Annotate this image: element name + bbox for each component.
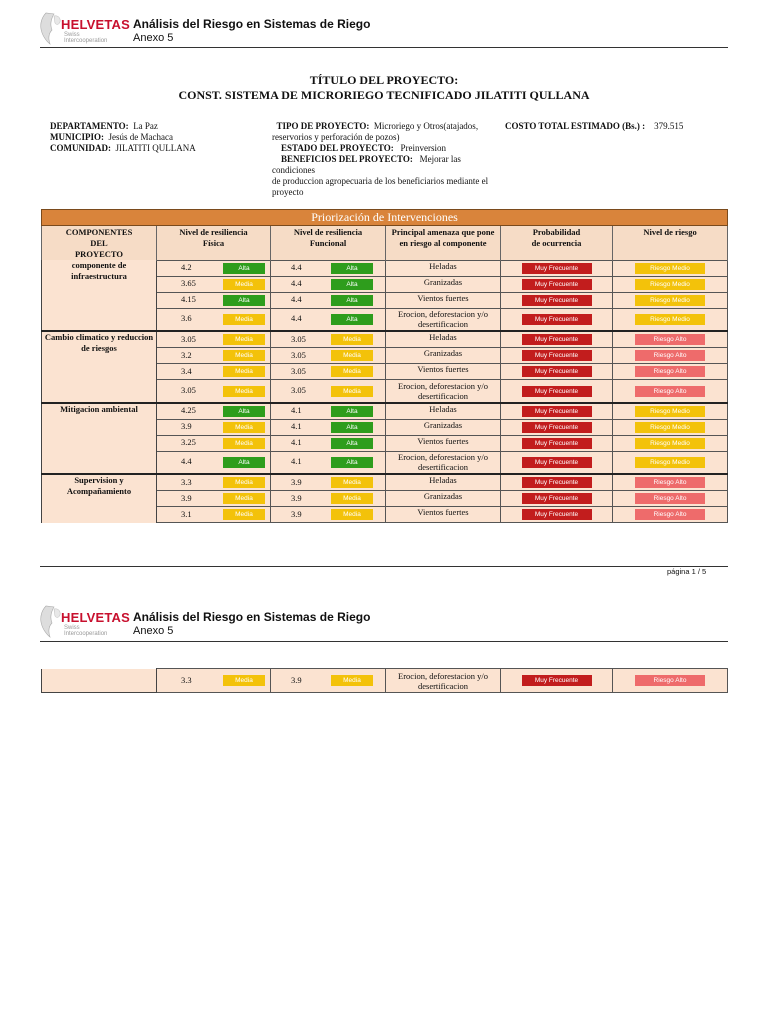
brand-name: HELVETAS — [61, 17, 131, 32]
resiliencia-funcional-cell — [271, 507, 386, 523]
nivel-riesgo-cell — [613, 348, 728, 364]
funcional-value: 3.05 — [291, 333, 306, 344]
fisica-level-badge: Media — [223, 314, 265, 325]
amenaza-text: Vientos fuertes — [417, 507, 469, 517]
funcional-value: 4.1 — [291, 421, 302, 432]
fisica-level-badge: Media — [223, 386, 265, 397]
amenaza-text: Erocion, deforestacion y/o — [398, 452, 488, 463]
probabilidad-badge: Muy Frecuente — [522, 386, 592, 397]
funcional-value: 4.1 — [291, 456, 302, 467]
probabilidad-cell — [501, 451, 613, 474]
amenaza-cell — [386, 419, 501, 435]
probabilidad-badge: Muy Frecuente — [522, 477, 592, 488]
amenaza-text: desertificacion — [417, 319, 469, 330]
amenaza-cell — [386, 474, 501, 491]
helvetas-logo — [38, 604, 131, 640]
resiliencia-funcional-cell — [271, 331, 386, 348]
probabilidad-badge: Muy Frecuente — [522, 279, 592, 290]
amenaza-text: desertificacion — [417, 680, 469, 691]
nivel-riesgo-badge: Riesgo Medio — [635, 406, 705, 417]
funcional-value: 4.1 — [291, 405, 302, 416]
amenaza-text: desertificacion — [417, 390, 469, 401]
fisica-value: 3.05 — [181, 384, 196, 395]
nivel-riesgo-cell — [613, 419, 728, 435]
amenaza-text: Heladas — [429, 260, 457, 271]
funcional-level-badge: Media — [331, 509, 373, 520]
nivel-riesgo-cell — [613, 331, 728, 348]
table-row — [42, 331, 728, 348]
resiliencia-fisica-cell — [157, 435, 271, 451]
probabilidad-cell — [501, 403, 613, 420]
amenaza-text: desertificacion — [417, 462, 469, 473]
comunidad-label: COMUNIDAD: — [50, 143, 111, 153]
table-title: Priorización de Intervenciones — [42, 210, 728, 226]
probabilidad-cell — [501, 308, 613, 331]
nivel-riesgo-cell — [613, 292, 728, 308]
nivel-riesgo-badge: Riesgo Medio — [635, 263, 705, 274]
amenaza-text: Vientos fuertes — [417, 292, 469, 303]
probabilidad-cell — [501, 292, 613, 308]
funcional-value: 4.4 — [291, 313, 302, 324]
beneficios-value-1: Mejorar las condiciones — [272, 154, 461, 175]
costo-label: COSTO TOTAL ESTIMADO (Bs.) : — [505, 121, 646, 131]
header-resiliencia-funcional: Nivel de resiliencia Funcional — [271, 226, 386, 261]
amenaza-cell — [386, 260, 501, 276]
probabilidad-badge: Muy Frecuente — [522, 422, 592, 433]
funcional-level-badge: Media — [331, 675, 373, 686]
probabilidad-badge: Muy Frecuente — [522, 675, 592, 686]
funcional-level-badge: Alta — [331, 279, 373, 290]
amenaza-text: Granizadas — [423, 276, 463, 287]
fisica-value: 4.25 — [181, 405, 196, 416]
fisica-value: 3.2 — [181, 349, 192, 360]
nivel-riesgo-cell — [613, 491, 728, 507]
funcional-value: 4.4 — [291, 278, 302, 289]
nivel-riesgo-cell — [613, 276, 728, 292]
municipio-label: MUNICIPIO: — [50, 132, 104, 142]
probabilidad-cell — [501, 276, 613, 292]
page-header — [38, 11, 728, 51]
amenaza-cell — [386, 292, 501, 308]
component-name — [42, 669, 157, 693]
funcional-value: 4.1 — [291, 437, 302, 448]
estado-label: ESTADO DEL PROYECTO: — [281, 143, 394, 153]
component-name: Cambio climatico y reduccion de riesgos — [42, 331, 157, 403]
footer-divider — [40, 566, 728, 567]
nivel-riesgo-cell — [613, 364, 728, 380]
fisica-level-badge: Media — [223, 675, 265, 686]
resiliencia-funcional-cell — [271, 403, 386, 420]
fisica-level-badge: Media — [223, 350, 265, 361]
project-name: CONST. SISTEMA DE MICRORIEGO TECNIFICADO JILATITI QULLANA — [178, 88, 590, 102]
funcional-level-badge: Alta — [331, 406, 373, 417]
table-row — [42, 474, 728, 491]
resiliencia-funcional-cell — [271, 292, 386, 308]
resiliencia-fisica-cell — [157, 380, 271, 403]
probabilidad-cell — [501, 474, 613, 491]
funcional-level-badge: Alta — [331, 295, 373, 306]
amenaza-text: Heladas — [429, 475, 457, 485]
resiliencia-fisica-cell — [157, 276, 271, 292]
cost-info — [505, 121, 725, 132]
fisica-level-badge: Media — [223, 477, 265, 488]
project-details — [272, 121, 502, 198]
resiliencia-funcional-cell — [271, 451, 386, 474]
funcional-level-badge: Media — [331, 386, 373, 397]
brand-name: HELVETAS — [61, 610, 131, 625]
header-divider — [40, 47, 728, 48]
funcional-level-badge: Alta — [331, 438, 373, 449]
nivel-riesgo-badge: Riesgo Alto — [635, 675, 705, 686]
amenaza-cell — [386, 403, 501, 420]
resiliencia-fisica-cell — [157, 491, 271, 507]
doc-subtitle: Anexo 5 — [133, 32, 174, 44]
amenaza-text: Erocion, deforestacion y/o — [398, 380, 488, 391]
probabilidad-badge: Muy Frecuente — [522, 406, 592, 417]
amenaza-text: Erocion, deforestacion y/o — [398, 309, 488, 320]
probabilidad-badge: Muy Frecuente — [522, 493, 592, 504]
nivel-riesgo-cell — [613, 403, 728, 420]
amenaza-cell — [386, 491, 501, 507]
nivel-riesgo-cell — [613, 669, 728, 693]
resiliencia-fisica-cell — [157, 364, 271, 380]
nivel-riesgo-cell — [613, 435, 728, 451]
resiliencia-fisica-cell — [157, 669, 271, 693]
probabilidad-badge: Muy Frecuente — [522, 334, 592, 345]
beneficios-label: BENEFICIOS DEL PROYECTO: — [281, 154, 413, 164]
tipo-value-1: Microriego y Otros(atajados, — [373, 121, 479, 131]
funcional-value: 3.9 — [291, 492, 302, 503]
fisica-level-badge: Alta — [223, 406, 265, 417]
nivel-riesgo-badge: Riesgo Medio — [635, 279, 705, 290]
fisica-level-badge: Media — [223, 438, 265, 449]
location-info — [50, 121, 260, 154]
beneficios-value-3: proyecto — [272, 187, 304, 197]
component-name: componente de infraestructura — [42, 260, 157, 331]
departamento-value: La Paz — [133, 121, 158, 131]
fisica-value: 3.65 — [181, 278, 196, 289]
funcional-level-badge: Alta — [331, 457, 373, 468]
resiliencia-funcional-cell — [271, 348, 386, 364]
nivel-riesgo-badge: Riesgo Medio — [635, 422, 705, 433]
costo-value: 379.515 — [654, 121, 684, 131]
nivel-riesgo-cell — [613, 308, 728, 331]
resiliencia-funcional-cell — [271, 276, 386, 292]
priorization-table — [41, 209, 728, 523]
amenaza-cell — [386, 451, 501, 474]
resiliencia-fisica-cell — [157, 419, 271, 435]
helvetas-logo — [38, 11, 131, 47]
resiliencia-fisica-cell — [157, 507, 271, 523]
probabilidad-cell — [501, 364, 613, 380]
amenaza-text: Heladas — [429, 403, 457, 414]
fisica-value: 3.3 — [181, 476, 192, 487]
amenaza-text: Erocion, deforestacion y/o — [398, 670, 488, 681]
header-resiliencia-fisica: Nivel de resiliencia Física — [157, 226, 271, 261]
funcional-value: 3.05 — [291, 384, 306, 395]
header-componentes: COMPONENTES DEL PROYECTO — [42, 226, 157, 261]
probabilidad-badge: Muy Frecuente — [522, 295, 592, 306]
probabilidad-cell — [501, 491, 613, 507]
probabilidad-cell — [501, 331, 613, 348]
fisica-value: 4.4 — [181, 456, 192, 467]
resiliencia-fisica-cell — [157, 403, 271, 420]
probabilidad-cell — [501, 348, 613, 364]
table-row — [42, 403, 728, 420]
fisica-value: 3.05 — [181, 333, 196, 344]
component-name: Mitigacion ambiental — [42, 403, 157, 475]
header-nivel-riesgo: Nivel de riesgo — [613, 226, 728, 261]
estado-value: Preinversion — [400, 143, 446, 153]
probabilidad-badge: Muy Frecuente — [522, 350, 592, 361]
tipo-label: TIPO DE PROYECTO: — [276, 121, 370, 131]
municipio-value: Jesús de Machaca — [108, 132, 173, 142]
resiliencia-funcional-cell — [271, 435, 386, 451]
tipo-value-2: reservorios y perforación de pozos) — [272, 132, 400, 142]
probabilidad-badge: Muy Frecuente — [522, 457, 592, 468]
fisica-value: 3.9 — [181, 421, 192, 432]
fisica-level-badge: Alta — [223, 457, 265, 468]
brand-tagline: Swiss Intercooperation — [64, 625, 108, 637]
probabilidad-cell — [501, 260, 613, 276]
funcional-value: 3.05 — [291, 365, 306, 376]
resiliencia-fisica-cell — [157, 451, 271, 474]
resiliencia-funcional-cell — [271, 491, 386, 507]
nivel-riesgo-badge: Riesgo Alto — [635, 386, 705, 397]
nivel-riesgo-cell — [613, 260, 728, 276]
project-title-label: TÍTULO DEL PROYECTO: — [309, 73, 459, 87]
resiliencia-funcional-cell — [271, 380, 386, 403]
probabilidad-cell — [501, 419, 613, 435]
funcional-value: 3.05 — [291, 349, 306, 360]
amenaza-cell — [386, 364, 501, 380]
funcional-value: 4.4 — [291, 294, 302, 305]
resiliencia-fisica-cell — [157, 308, 271, 331]
amenaza-cell — [386, 348, 501, 364]
nivel-riesgo-badge: Riesgo Medio — [635, 295, 705, 306]
amenaza-text: Granizadas — [423, 348, 463, 358]
amenaza-text: Granizadas — [423, 419, 463, 430]
probabilidad-cell — [501, 435, 613, 451]
fisica-value: 3.1 — [181, 508, 192, 519]
resiliencia-funcional-cell — [271, 308, 386, 331]
amenaza-text: Granizadas — [423, 491, 463, 501]
funcional-level-badge: Media — [331, 350, 373, 361]
page-header-2 — [38, 604, 728, 644]
funcional-level-badge: Alta — [331, 263, 373, 274]
probabilidad-badge: Muy Frecuente — [522, 509, 592, 520]
amenaza-cell — [386, 331, 501, 348]
amenaza-cell — [386, 669, 501, 693]
nivel-riesgo-badge: Riesgo Alto — [635, 493, 705, 504]
nivel-riesgo-cell — [613, 451, 728, 474]
nivel-riesgo-cell — [613, 474, 728, 491]
funcional-level-badge: Alta — [331, 314, 373, 325]
nivel-riesgo-cell — [613, 507, 728, 523]
nivel-riesgo-cell — [613, 380, 728, 403]
resiliencia-fisica-cell — [157, 474, 271, 491]
page-number: página 1 / 5 — [667, 567, 707, 576]
amenaza-cell — [386, 276, 501, 292]
nivel-riesgo-badge: Riesgo Medio — [635, 457, 705, 468]
fisica-level-badge: Media — [223, 334, 265, 345]
doc-title: Análisis del Riesgo en Sistemas de Riego — [133, 610, 371, 624]
resiliencia-funcional-cell — [271, 260, 386, 276]
beneficios-value-2: de produccion agropecuaria de los beneficiarios mediante el — [272, 176, 489, 186]
doc-title: Análisis del Riesgo en Sistemas de Riego — [133, 17, 371, 31]
table-row — [42, 669, 728, 693]
nivel-riesgo-badge: Riesgo Alto — [635, 334, 705, 345]
nivel-riesgo-badge: Riesgo Alto — [635, 366, 705, 377]
funcional-value: 3.9 — [291, 508, 302, 519]
fisica-level-badge: Alta — [223, 263, 265, 274]
fisica-level-badge: Alta — [223, 295, 265, 306]
fisica-level-badge: Media — [223, 509, 265, 520]
funcional-level-badge: Media — [331, 493, 373, 504]
amenaza-text: Vientos fuertes — [417, 435, 469, 446]
fisica-value: 3.4 — [181, 365, 192, 376]
nivel-riesgo-badge: Riesgo Medio — [635, 438, 705, 449]
table-row — [42, 260, 728, 276]
nivel-riesgo-badge: Riesgo Medio — [635, 314, 705, 325]
comunidad-value: JILATITI QULLANA — [115, 143, 196, 153]
amenaza-text: Heladas — [429, 332, 457, 342]
probabilidad-cell — [501, 507, 613, 523]
resiliencia-funcional-cell — [271, 474, 386, 491]
fisica-value: 4.2 — [181, 262, 192, 273]
amenaza-cell — [386, 435, 501, 451]
doc-subtitle: Anexo 5 — [133, 625, 174, 637]
nivel-riesgo-badge: Riesgo Alto — [635, 350, 705, 361]
resiliencia-fisica-cell — [157, 348, 271, 364]
nivel-riesgo-badge: Riesgo Alto — [635, 509, 705, 520]
fisica-value: 4.15 — [181, 294, 196, 305]
header-divider-2 — [40, 641, 728, 642]
probabilidad-cell — [501, 380, 613, 403]
resiliencia-funcional-cell — [271, 364, 386, 380]
component-name: Supervision y Acompañamiento — [42, 474, 157, 523]
funcional-level-badge: Media — [331, 334, 373, 345]
priorization-table-continued — [41, 668, 728, 693]
amenaza-cell — [386, 308, 501, 331]
probabilidad-badge: Muy Frecuente — [522, 366, 592, 377]
probabilidad-badge: Muy Frecuente — [522, 314, 592, 325]
fisica-value: 3.9 — [181, 492, 192, 503]
resiliencia-fisica-cell — [157, 292, 271, 308]
resiliencia-fisica-cell — [157, 260, 271, 276]
fisica-level-badge: Media — [223, 422, 265, 433]
resiliencia-funcional-cell — [271, 669, 386, 693]
resiliencia-funcional-cell — [271, 419, 386, 435]
fisica-value: 3.6 — [181, 313, 192, 324]
nivel-riesgo-badge: Riesgo Alto — [635, 477, 705, 488]
amenaza-cell — [386, 380, 501, 403]
funcional-value: 4.4 — [291, 262, 302, 273]
amenaza-cell — [386, 507, 501, 523]
header-amenaza: Principal amenaza que pone en riesgo al componente — [386, 226, 501, 261]
funcional-value: 3.9 — [291, 674, 302, 685]
fisica-value: 3.25 — [181, 437, 196, 448]
departamento-label: DEPARTAMENTO: — [50, 121, 129, 131]
funcional-level-badge: Alta — [331, 422, 373, 433]
probabilidad-cell — [501, 669, 613, 693]
fisica-level-badge: Media — [223, 279, 265, 290]
fisica-value: 3.3 — [181, 674, 192, 685]
probabilidad-badge: Muy Frecuente — [522, 263, 592, 274]
resiliencia-fisica-cell — [157, 331, 271, 348]
brand-tagline: Swiss Intercooperation — [64, 32, 108, 44]
funcional-level-badge: Media — [331, 366, 373, 377]
header-probabilidad: Probabilidad de ocurrencia — [501, 226, 613, 261]
fisica-level-badge: Media — [223, 366, 265, 377]
funcional-value: 3.9 — [291, 476, 302, 487]
probabilidad-badge: Muy Frecuente — [522, 438, 592, 449]
amenaza-text: Vientos fuertes — [417, 364, 469, 374]
funcional-level-badge: Media — [331, 477, 373, 488]
fisica-level-badge: Media — [223, 493, 265, 504]
